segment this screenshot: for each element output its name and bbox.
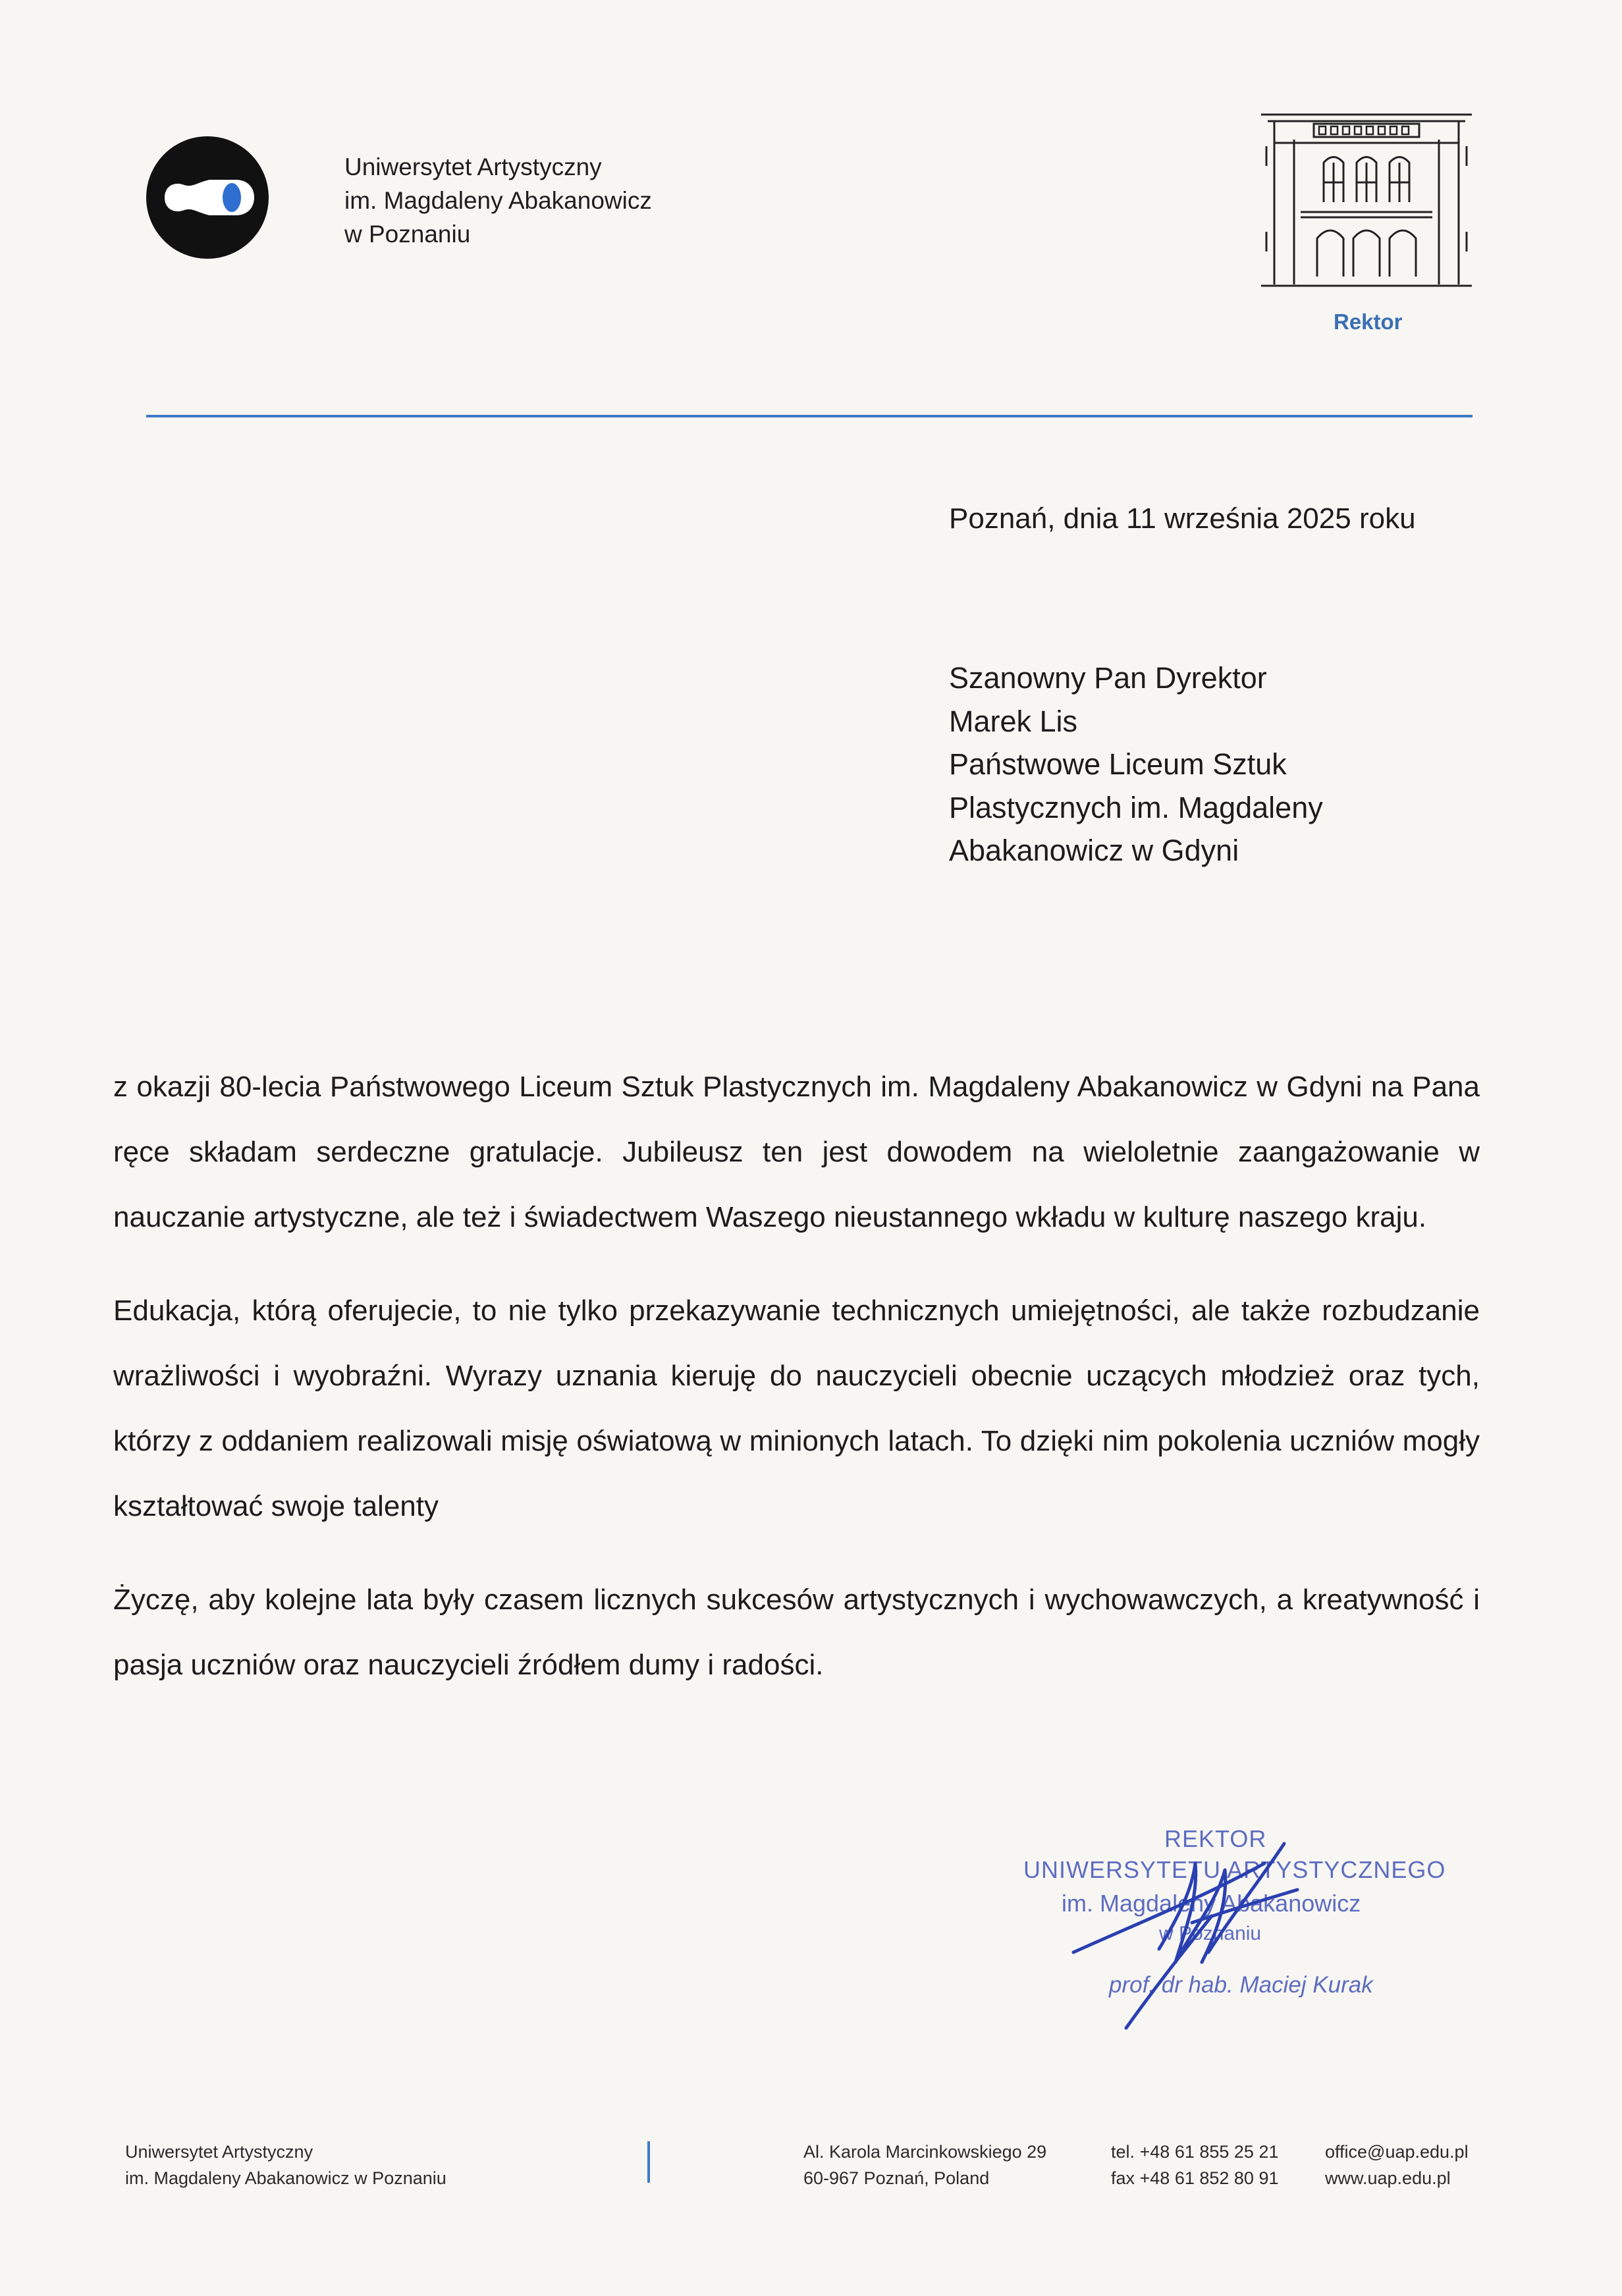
- university-name: [344, 150, 652, 251]
- stamp-line-3: im. Magdaleny Abakanowicz: [1062, 1890, 1361, 1917]
- university-name-line-3: w Poznaniu: [344, 221, 471, 248]
- body-paragraph-3: Życzę, aby kolejne lata były czasem licznych sukcesów artystycznych i wychowawczych, a kreatywność i pasja uczniów oraz nauczycieli źródłem dumy i radości.: [113, 1584, 1480, 1681]
- recipient-address: [949, 656, 1323, 872]
- letter-date: Poznań, dnia 11 września 2025 roku: [949, 502, 1416, 535]
- university-building-icon: [1261, 107, 1472, 291]
- footer-address-line-2: 60-967 Poznań, Poland: [803, 2168, 990, 2188]
- rector-label: Rektor: [1334, 309, 1403, 334]
- university-name-line-2: im. Magdaleny Abakanowicz: [344, 187, 652, 214]
- footer-university-line-1: Uniwersytet Artystyczny: [125, 2142, 313, 2162]
- signer-name: prof. dr hab. Maciej Kurak: [1109, 1972, 1373, 1998]
- recipient-line-2: Marek Lis: [949, 704, 1078, 738]
- footer-website[interactable]: www.uap.edu.pl: [1325, 2168, 1451, 2188]
- stamp-line-4: w Poznaniu: [1159, 1923, 1262, 1944]
- body-paragraph-1: z okazji 80-lecia Państwowego Liceum Sztuk Plastycznych im. Magdaleny Abakanowicz w Gdyni na Pana ręce składam serdeczne gratulacje. Jubileusz ten jest dowodem na wieloletnie zaangażowanie w nauczanie artystyczne, ale też i świadectwem Waszego nieustannego wkładu w kulturę naszego kraju.: [113, 1071, 1480, 1233]
- footer-email[interactable]: office@uap.edu.pl: [1325, 2142, 1469, 2162]
- footer-address: [803, 2139, 1046, 2191]
- recipient-line-1: Szanowny Pan Dyrektor: [949, 661, 1267, 695]
- footer-address-line-1: Al. Karola Marcinkowskiego 29: [803, 2142, 1047, 2162]
- stamp-line-1: REKTOR: [1164, 1825, 1267, 1852]
- recipient-line-4: Plastycznych im. Magdaleny: [949, 790, 1323, 824]
- footer-divider: [647, 2141, 650, 2183]
- recipient-line-5: Abakanowicz w Gdyni: [949, 834, 1239, 867]
- body-paragraph-2: Edukacja, którą oferujecie, to nie tylko przekazywanie technicznych umiejętności, ale także rozbudzanie wrażliwości i wyobraźni. Wyrazy uznania kieruję do nauczycieli obecnie uczących młodzież oraz tych, którzy z oddaniem realizowali misję oświatową w minionych latach. To dzięki nim pokolenia uczniów mogły kształtować swoje talenty: [113, 1295, 1480, 1522]
- university-logo-icon: [145, 135, 270, 260]
- stamp-line-2: UNIWERSYTETU ARTYSTYCZNEGO: [1023, 1856, 1446, 1883]
- letter-body: [113, 1054, 1480, 1726]
- university-name-line-1: Uniwersytet Artystyczny: [344, 153, 602, 180]
- handwritten-signature-icon: [1060, 1837, 1343, 2035]
- footer-web: [1325, 2139, 1469, 2191]
- footer-phone: [1111, 2139, 1278, 2191]
- footer-fax-line: fax +48 61 852 80 91: [1111, 2168, 1279, 2188]
- footer-university: [125, 2139, 446, 2191]
- footer-phone-line-1: tel. +48 61 855 25 21: [1111, 2142, 1279, 2162]
- footer-university-line-2: im. Magdaleny Abakanowicz w Poznaniu: [125, 2168, 446, 2188]
- recipient-line-3: Państwowe Liceum Sztuk: [949, 747, 1287, 781]
- header-divider: [146, 415, 1473, 417]
